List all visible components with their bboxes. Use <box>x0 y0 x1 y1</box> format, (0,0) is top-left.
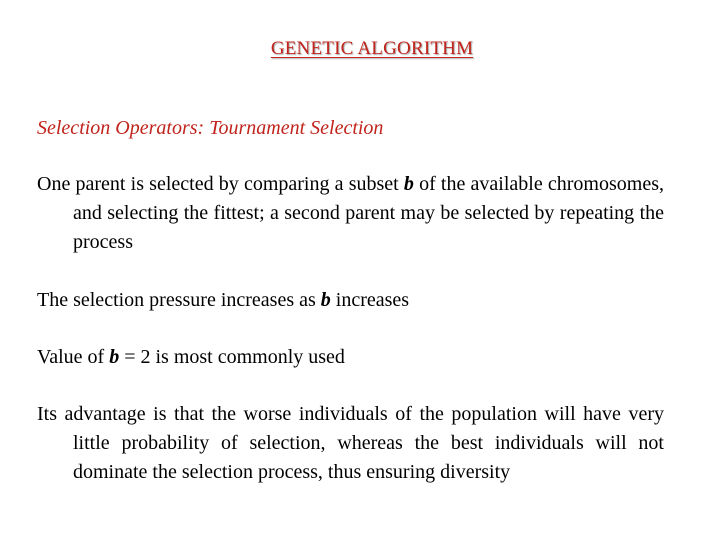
variable-b: b <box>403 173 414 195</box>
paragraph-common-value <box>37 343 664 372</box>
paragraph-tournament-description <box>37 170 664 257</box>
paragraph-text: of the available chromosomes, and selecting the fittest; a second parent may be selected by repeating the process <box>73 173 664 253</box>
paragraph-selection-pressure <box>37 286 664 315</box>
slide-subtitle: Selection Operators: Tournament Selection <box>37 117 384 139</box>
paragraph-text: Value of <box>37 346 110 368</box>
slide-title: GENETIC ALGORITHM <box>270 38 474 59</box>
paragraph-text: increases <box>330 289 410 311</box>
paragraph-text: = 2 is most commonly used <box>119 346 345 368</box>
variable-b: b <box>109 346 120 368</box>
variable-b: b <box>320 289 331 311</box>
paragraph-advantage: Its advantage is that the worse individuals of the population will have very little probability of selection, whereas the best individuals will not dominate the selection process, thus ensuring diversity <box>37 403 664 483</box>
paragraph-text: One parent is selected by comparing a subset <box>37 173 404 195</box>
paragraph-text: The selection pressure increases as <box>37 289 321 311</box>
